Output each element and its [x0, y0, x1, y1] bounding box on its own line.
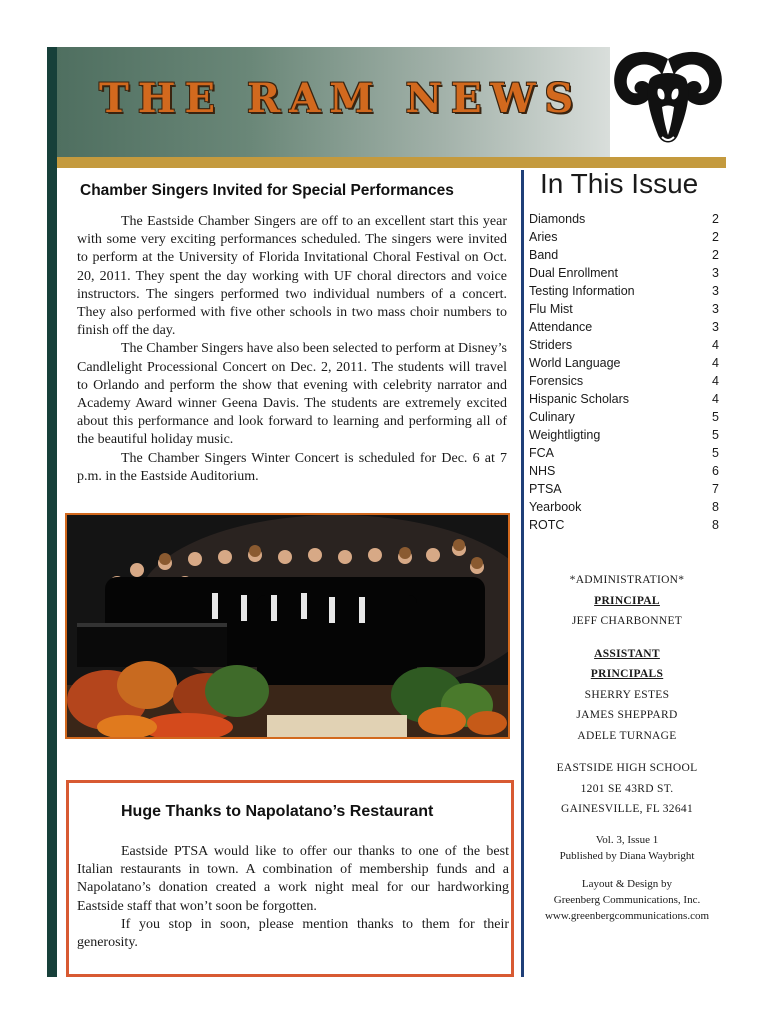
in-this-issue-heading: In This Issue [540, 168, 699, 199]
toc-item [529, 372, 719, 390]
toc-item-page: 7 [712, 482, 719, 496]
toc-item-label: World Language [529, 356, 621, 370]
toc-item [529, 480, 719, 498]
toc-item-label: Culinary [529, 410, 575, 424]
toc-item-page: 3 [712, 266, 719, 280]
napolatano-article-box [66, 780, 514, 977]
toc-item [529, 336, 719, 354]
school-name: EASTSIDE HIGH SCHOOL [556, 762, 698, 774]
napolatano-headline: Huge Thanks to Napolatano’s Restaurant [121, 803, 434, 820]
toc-item [529, 498, 719, 516]
toc-item-page: 3 [712, 284, 719, 298]
masthead-banner [57, 47, 610, 157]
toc-item-label: ROTC [529, 518, 565, 532]
chamber-singers-article [77, 213, 507, 486]
toc-item-label: Weightligting [529, 428, 601, 442]
chamber-singers-headline: Chamber Singers Invited for Special Performances [80, 182, 454, 199]
toc-item [529, 246, 719, 264]
assistant-label: ASSISTANT [594, 647, 660, 660]
toc-item-label: Band [529, 248, 559, 262]
assistant-principal-name: JAMES SHEPPARD [576, 709, 678, 721]
publisher: Published by Diana Waybright [559, 849, 695, 862]
article-paragraph: The Chamber Singers have also been selected to perform at Disney’s Candlelight Processional Concert on Dec. 2, 2011. The students will travel to Orlando and perform the show that evening with celebrity narrator and Academy Award winner Geena Davis. The students are extremely excited about this performance and look forward to learning and performing all of the beautiful holiday music. [77, 341, 507, 448]
principal-name: JEFF CHARBONNET [571, 615, 683, 627]
newsletter-title: THE RAM NEWS [99, 75, 583, 122]
toc-item [529, 444, 719, 462]
toc-item-page: 4 [712, 356, 719, 370]
masthead-left-bar [47, 47, 57, 977]
administration-heading: *ADMINISTRATION* [569, 574, 685, 586]
toc-item [529, 264, 719, 282]
toc-item-label: Flu Mist [529, 302, 573, 316]
toc-item-label: Dual Enrollment [529, 266, 618, 280]
toc-item-label: Attendance [529, 320, 593, 334]
toc-item-label: PTSA [529, 482, 562, 496]
choir-photo-illustration [67, 515, 508, 737]
article-paragraph: Eastside PTSA would like to offer our thanks to one of the best Italian restaurants in town. A combination of membership funds and a Napolatano’s donation created a work night meal for our hardworking Eastside staff that won’t soon be forgotten. [77, 844, 509, 914]
article-paragraph: The Eastside Chamber Singers are off to an excellent start this year with some very exciting performances scheduled. The singers were invited to perform at the University of Florida Invitational Choral Festival on Oct. 20, 2011. They spent the day working with UF choral directors and voice instructors. The singers performed two individual numbers of a concert. They also performed with five other schools in two mass choir numbers to finish off the day. [77, 214, 507, 339]
article-paragraph: If you stop in soon, please mention thanks to them for their generosity. [77, 916, 509, 951]
masthead-gold-rule [57, 157, 726, 168]
assistant-principal-name: ADELE TURNAGE [577, 729, 677, 742]
toc-item-page: 8 [712, 500, 719, 514]
toc-item-page: 4 [712, 338, 719, 352]
layout-credit: Layout & Design by [581, 877, 673, 890]
toc-item-label: Striders [529, 338, 573, 352]
volume-issue: Vol. 3, Issue 1 [595, 833, 659, 846]
toc-item-label: Diamonds [529, 212, 586, 226]
toc-item [529, 426, 719, 444]
toc-item [529, 210, 719, 228]
toc-item-page: 4 [712, 374, 719, 388]
toc-item-label: Forensics [529, 374, 584, 388]
toc-item [529, 228, 719, 246]
toc-item-page: 2 [712, 212, 719, 226]
toc-item [529, 282, 719, 300]
principal-label: PRINCIPAL [594, 594, 660, 607]
toc-item-page: 5 [712, 446, 719, 460]
table-of-contents [529, 210, 719, 534]
toc-item-page: 6 [712, 464, 719, 478]
toc-item [529, 354, 719, 372]
toc-item-page: 3 [712, 320, 719, 334]
toc-item-page: 2 [712, 248, 719, 262]
design-company: Greenberg Communications, Inc. [553, 893, 701, 906]
toc-item-page: 8 [712, 518, 719, 532]
design-website: www.greenbergcommunications.com [544, 909, 710, 922]
article-paragraph: The Chamber Singers Winter Concert is scheduled for Dec. 6 at 7 p.m. in the Eastside Auditorium. [77, 450, 507, 484]
toc-item-label: Hispanic Scholars [529, 392, 630, 406]
toc-item-page: 5 [712, 410, 719, 424]
toc-item [529, 408, 719, 426]
toc-item [529, 462, 719, 480]
toc-item [529, 516, 719, 534]
toc-item-label: NHS [529, 464, 556, 478]
chamber-singers-photo [65, 513, 510, 739]
toc-item-label: Yearbook [529, 500, 582, 514]
ram-mascot-logo [610, 45, 726, 155]
school-address-street: 1201 SE 43RD ST. [580, 782, 674, 795]
principals-label: PRINCIPALS [590, 668, 664, 680]
assistant-principal-name: SHERRY ESTES [584, 688, 670, 701]
staff-sidebar [527, 570, 727, 924]
school-address-city: GAINESVILLE, FL 32641 [560, 803, 694, 815]
toc-item [529, 300, 719, 318]
toc-item-label: Testing Information [529, 284, 635, 298]
column-divider [521, 170, 524, 977]
toc-item-label: FCA [529, 446, 554, 460]
napolatano-article [77, 843, 509, 952]
toc-item [529, 390, 719, 408]
toc-item-page: 3 [712, 302, 719, 316]
toc-item-page: 5 [712, 428, 719, 442]
toc-item-page: 4 [712, 392, 719, 406]
toc-item [529, 318, 719, 336]
toc-item-label: Aries [529, 230, 558, 244]
toc-item-page: 2 [712, 230, 719, 244]
